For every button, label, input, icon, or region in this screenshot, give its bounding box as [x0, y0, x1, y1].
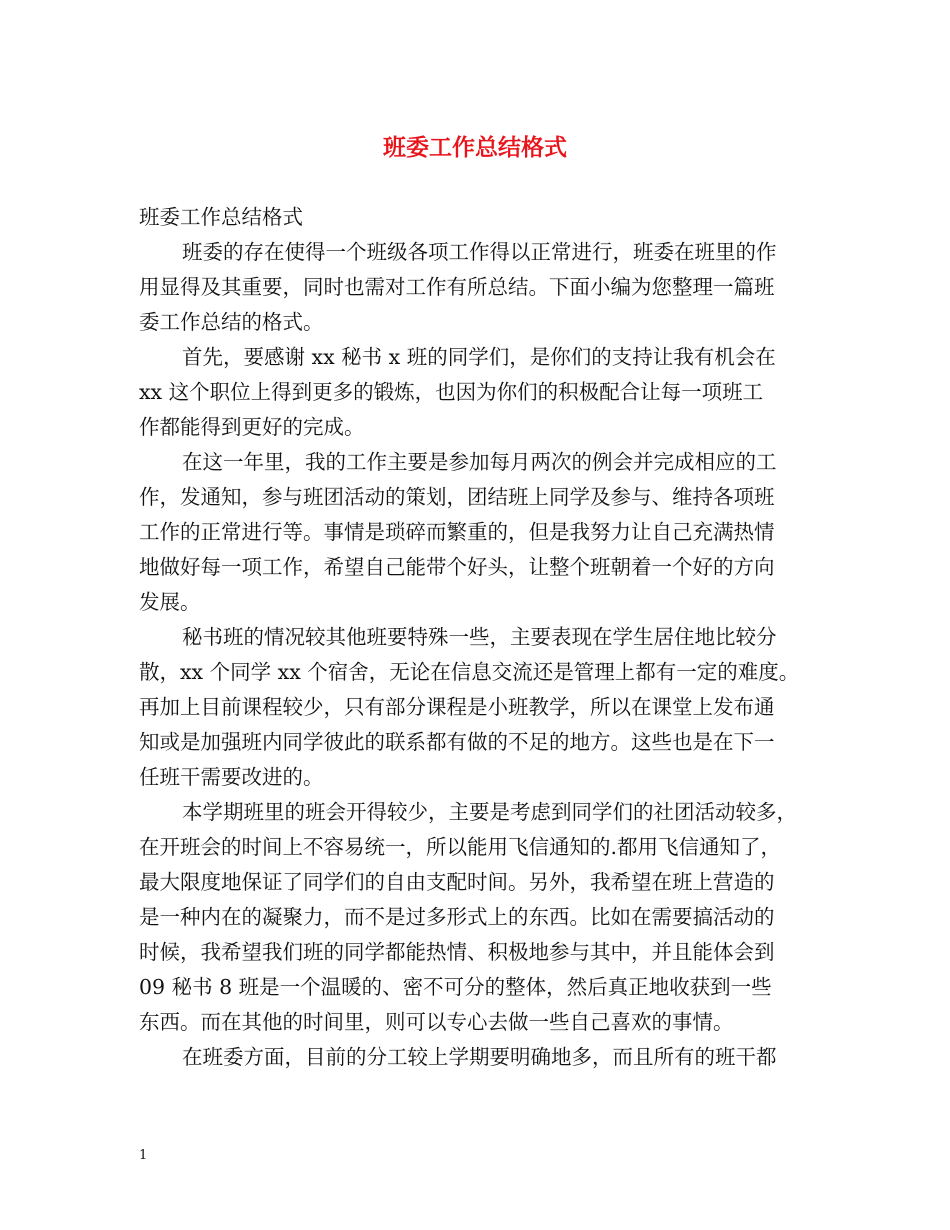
paragraph-line: xx 这个职位上得到更多的锻炼，也因为你们的积极配合让每一项班工	[139, 380, 764, 404]
paragraph-line: 是一种内在的凝聚力，而不是过多形式上的东西。比如在需要搞活动的	[139, 905, 775, 929]
paragraph-line: 在班委方面，目前的分工较上学期要明确地多，而且所有的班干都	[182, 1045, 777, 1069]
paragraph	[139, 445, 815, 620]
paragraph-line: 秘书班的情况较其他班要特殊一些，主要表现在学生居住地比较分	[182, 625, 777, 649]
paragraph-line: 作，发通知，参与班团活动的策划，团结班上同学及参与、维持各项班	[139, 485, 775, 509]
document-title: 班委工作总结格式	[383, 134, 567, 161]
paragraph-line: 发展。	[139, 590, 201, 614]
paragraph	[139, 795, 815, 1040]
paragraph-line: 东西。而在其他的时间里，则可以专心去做一些自己喜欢的事情。	[139, 1010, 734, 1034]
paragraph	[139, 620, 815, 795]
paragraph-line: 工作的正常进行等。事情是琐碎而繁重的，但是我努力让自己充满热情	[139, 520, 775, 544]
paragraph-line: 在这一年里，我的工作主要是参加每月两次的例会并完成相应的工	[182, 450, 777, 474]
paragraph-list	[139, 235, 815, 1075]
paragraph-line: 09 秘书 8 班是一个温暖的、密不可分的整体，然后真正地收获到一些	[139, 975, 772, 999]
paragraph-line: 再加上目前课程较少，只有部分课程是小班教学，所以在课堂上发布通	[139, 695, 775, 719]
paragraph-line: 地做好每一项工作，希望自己能带个好头，让整个班朝着一个好的方向	[139, 555, 775, 579]
paragraph-line: 任班干需要改进的。	[139, 765, 324, 789]
paragraph-line: 委工作总结的格式。	[139, 310, 324, 334]
paragraph-line: 首先，要感谢 xx 秘书 x 班的同学们，是你们的支持让我有机会在	[182, 345, 776, 369]
paragraph-line: 最大限度地保证了同学们的自由支配时间。另外，我希望在班上营造的	[139, 870, 775, 894]
document-subtitle: 班委工作总结格式	[139, 205, 303, 229]
document-body	[139, 200, 815, 1075]
paragraph-line: 在开班会的时间上不容易统一，所以能用飞信通知的.都用飞信通知了，	[139, 835, 782, 859]
paragraph-line: 本学期班里的班会开得较少，主要是考虑到同学们的社团活动较多，	[182, 800, 797, 824]
paragraph-line: 作都能得到更好的完成。	[139, 415, 365, 439]
paragraph-line: 班委的存在使得一个班级各项工作得以正常进行，班委在班里的作	[182, 240, 777, 264]
paragraph-line: 散，xx 个同学 xx 个宿舍，无论在信息交流还是管理上都有一定的难度。	[139, 660, 800, 684]
page-number: 1	[139, 1148, 148, 1163]
paragraph-line: 时候，我希望我们班的同学都能热情、积极地参与其中，并且能体会到	[139, 940, 775, 964]
paragraph-line: 知或是加强班内同学彼此的联系都有做的不足的地方。这些也是在下一	[139, 730, 775, 754]
paragraph-line: 用显得及其重要，同时也需对工作有所总结。下面小编为您整理一篇班	[139, 275, 775, 299]
paragraph	[139, 340, 815, 445]
paragraph	[139, 1040, 815, 1075]
paragraph	[139, 235, 815, 340]
